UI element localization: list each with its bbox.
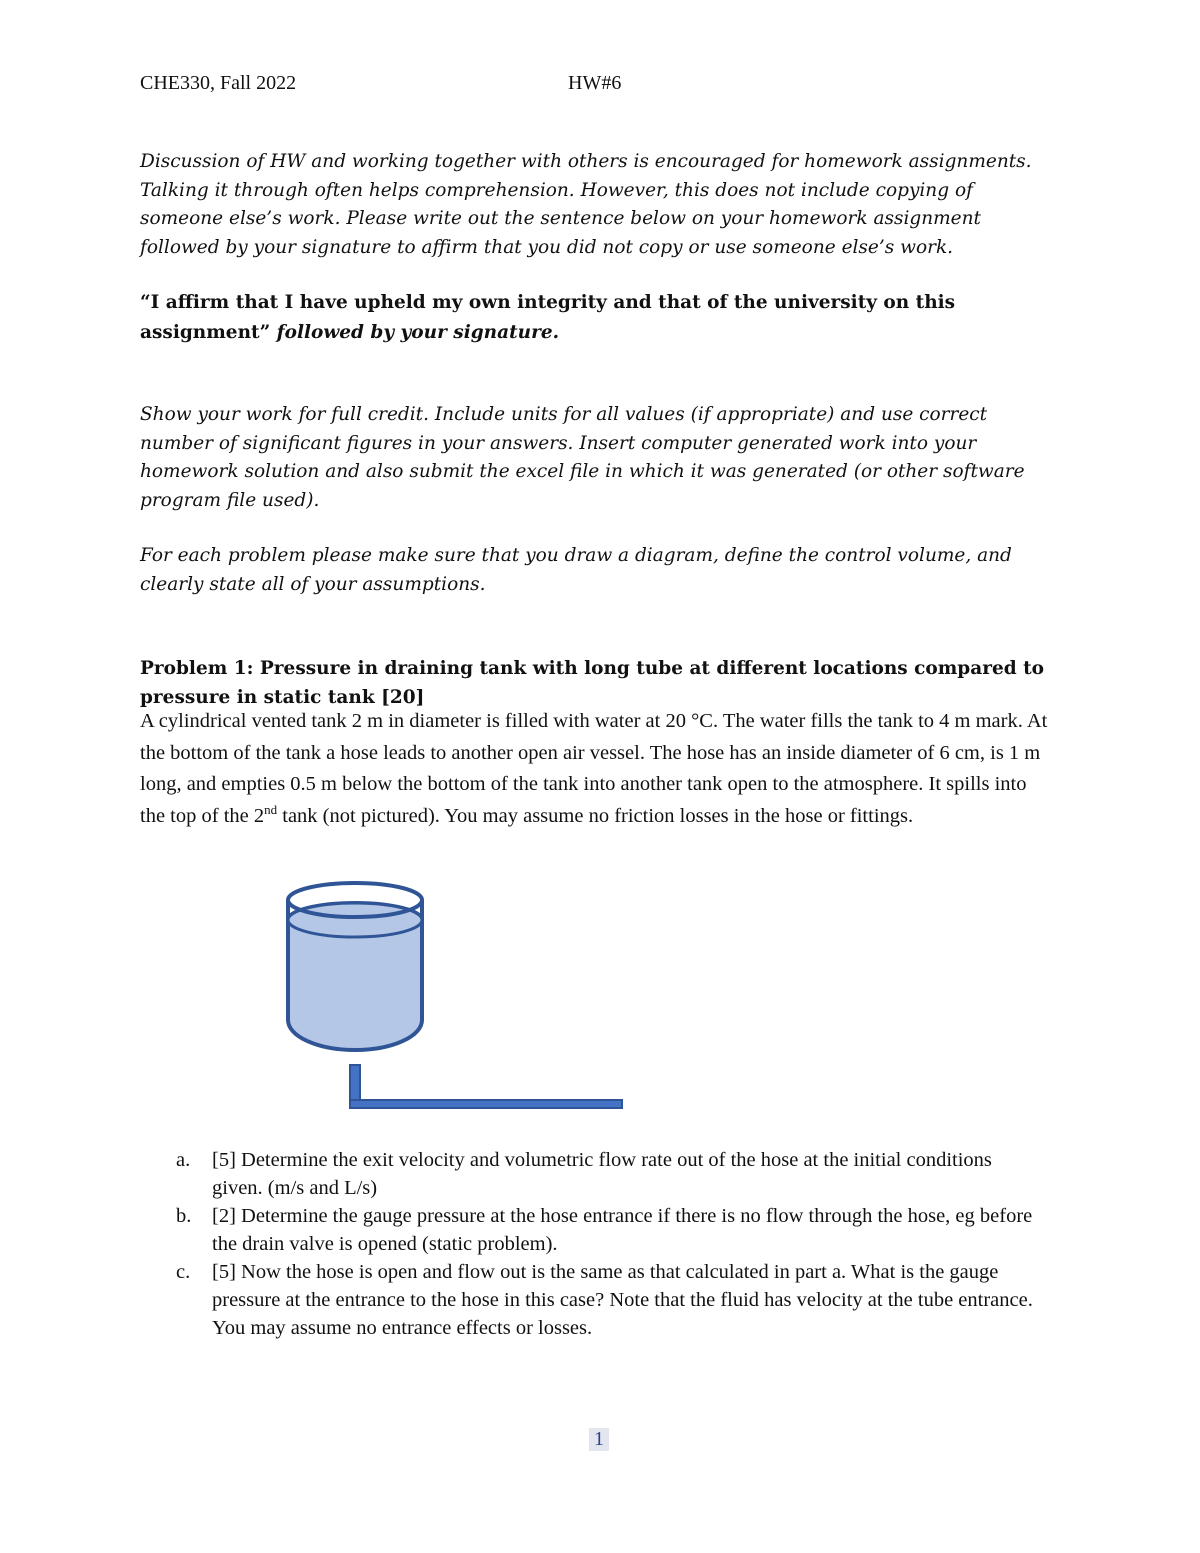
list-item-text: [5] Now the hose is open and flow out is the same as that calculated in part a. What is the gauge pressure at the entrance to the hose in this case? Note that the fluid has velocity at the tube entrance. You may assume no entrance effects or losses.	[212, 1261, 1033, 1339]
list-item	[140, 1258, 1040, 1342]
tank-diagram	[270, 870, 640, 1120]
diagram-note-paragraph: For each problem please make sure that you draw a diagram, define the control volume, and clearly state all of your assumptions.	[140, 545, 1012, 595]
problem-1-text	[140, 706, 1050, 832]
problem-1-ordinal: nd	[264, 801, 278, 817]
problem-1-title: Problem 1: Pressure in draining tank with long tube at different locations compared to pressure in static tank [20]	[140, 658, 1045, 708]
list-marker: c.	[176, 1261, 191, 1283]
hw-header: HW#6	[568, 72, 622, 94]
problem-1-text-part2: tank (not pictured). You may assume no friction losses in the hose or fittings.	[277, 804, 914, 827]
list-marker: a.	[176, 1149, 191, 1171]
affirmation-statement: “I affirm that I have upheld my own integrity and that of the university on this assignment”	[140, 292, 956, 343]
affirmation-followed: followed by your signature.	[270, 321, 560, 343]
list-marker: b.	[176, 1205, 192, 1227]
problem-1-parts	[140, 1146, 1040, 1342]
list-item	[140, 1202, 1040, 1258]
problem-1-text-part1: A cylindrical vented tank 2 m in diameter is filled with water at 20 °C. The water fills the tank to 4 m mark. At the bottom of the tank a hose leads to another open air vessel. The hose has an inside diameter of 6 cm, is 1 m long, and empties 0.5 m below the bottom of the tank into another tank open to the atmosphere. It spills into the top of the 2	[140, 710, 1048, 827]
list-item-text: [5] Determine the exit velocity and volumetric flow rate out of the hose at the initial conditions given. (m/s and L/s)	[212, 1149, 992, 1199]
intro-paragraph: Discussion of HW and working together with others is encouraged for homework assignments. Talking it through often helps comprehension. However, this does not include copying of someone else’s work. Please write out the sentence below on your homework assignment followed by your signature to affirm that you did not copy or use someone else’s work.	[140, 151, 1032, 258]
list-item	[140, 1146, 1040, 1202]
list-item-text: [2] Determine the gauge pressure at the hose entrance if there is no flow through the hose, eg before the drain valve is opened (static problem).	[212, 1205, 1033, 1255]
course-header: CHE330, Fall 2022	[140, 72, 297, 94]
show-work-paragraph: Show your work for full credit. Include units for all values (if appropriate) and use correct number of significant figures in your answers. Insert computer generated work into your homework solution and also submit the excel file in which it was generated (or other software program file used).	[140, 404, 1025, 511]
page-number: 1	[589, 1428, 609, 1451]
affirmation-paragraph	[140, 288, 1050, 347]
water-surface	[288, 903, 422, 937]
drain-pipe-horizontal	[350, 1100, 622, 1108]
